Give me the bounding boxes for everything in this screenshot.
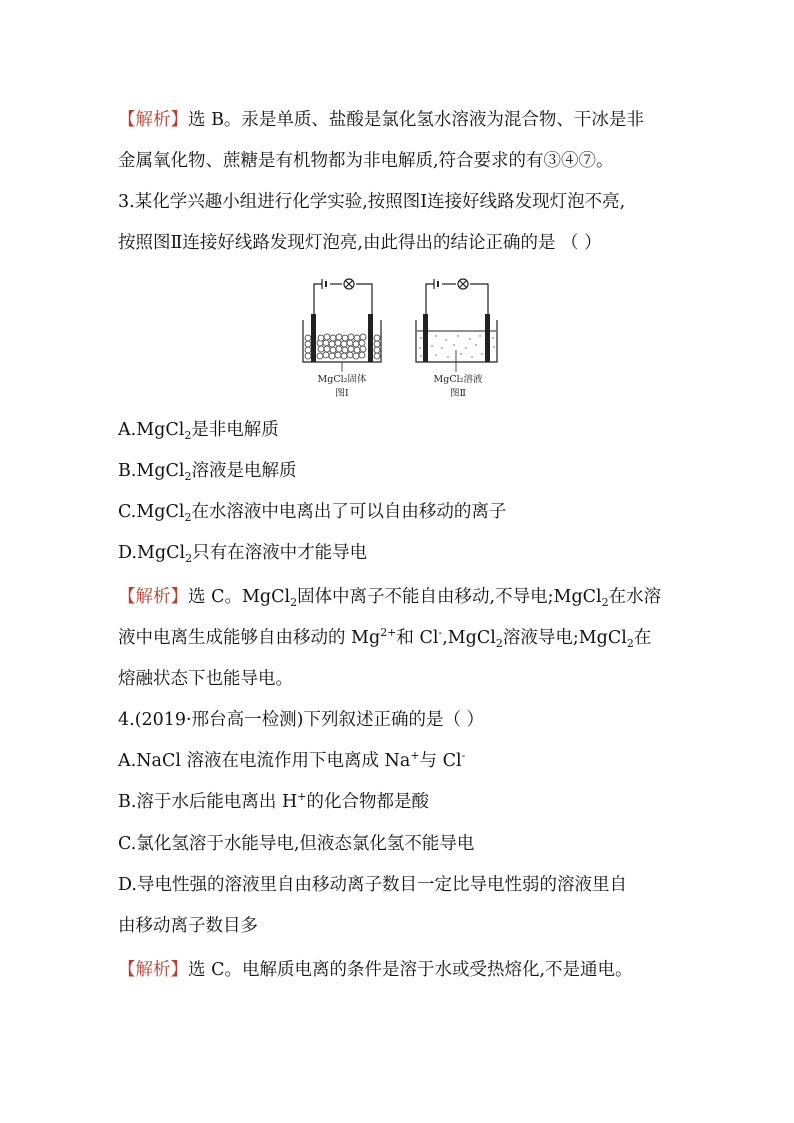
q3-analysis-line-2 (118, 626, 651, 652)
option-c-subscript: 2 (184, 511, 192, 524)
figure-right-electrode-2 (485, 314, 490, 362)
superscript: - (461, 749, 466, 762)
q3-analysis-text: ,MgCl (442, 628, 496, 648)
option-d-subscript: 2 (185, 552, 193, 565)
q4-stem-text: 4.(2019·邢台高一检测)下列叙述正确的是（ ） (118, 710, 485, 730)
figure-left-electrode-1 (311, 314, 316, 362)
q4-option-d-line-2 (118, 914, 258, 938)
option-a-text: 是非电解质 (191, 420, 279, 440)
q4-option-c (118, 832, 474, 856)
q3-analysis-text: 溶液导电;MgCl (502, 628, 627, 648)
superscript: + (297, 790, 307, 803)
option-d-text: D.导电性强的溶液里自由移动离子数目一定比导电性弱的溶液里自 (118, 875, 627, 895)
q3-option-b (118, 459, 297, 485)
subscript: 2 (626, 637, 634, 650)
option-b-prefix: B.MgCl (118, 461, 185, 481)
q3-analysis-text: 液中电离生成能够自由移动的 Mg (118, 628, 381, 648)
q3-stem-line-1 (118, 190, 625, 214)
q4-option-b (118, 790, 429, 816)
q3-analysis-line-1 (118, 585, 661, 611)
option-d-text: 只有在溶液中才能导电 (192, 543, 368, 563)
subscript: 2 (290, 596, 298, 609)
figure-right-electrode-1 (423, 314, 428, 362)
subscript: 2 (495, 637, 503, 650)
superscript: 2+ (380, 626, 397, 639)
analysis-tag: 【解析】 (118, 587, 188, 607)
option-a-text: A.NaCl 溶液在电流作用下电离成 Na (118, 751, 411, 771)
q3-analysis-text: 和 Cl (396, 628, 439, 648)
figure-right-caption: 图Ⅱ (450, 388, 466, 399)
figure-right-label: MgCl₂溶液 (433, 374, 483, 385)
q3-analysis-text: 熔融状态下也能导电。 (118, 669, 293, 689)
q3-analysis-text: 在 (633, 628, 652, 648)
q3-stem-line-2 (118, 231, 602, 255)
option-b-subscript: 2 (184, 470, 192, 483)
option-a-text: 与 Cl (419, 751, 462, 771)
q3-stem-text-2: 按照图Ⅱ连接好线路发现灯泡亮,由此得出的结论正确的是 （ ） (118, 233, 602, 253)
q3-option-a (118, 418, 279, 444)
figure-left-caption: 图Ⅰ (335, 388, 349, 399)
option-c-prefix: C.MgCl (118, 502, 185, 522)
q4-analysis (118, 958, 633, 982)
analysis-tag: 【解析】 (118, 960, 188, 980)
superscript: - (438, 626, 443, 639)
figure-left-label: MgCl₂固体 (317, 374, 367, 385)
q4-analysis-text: 选 C。电解质电离的条件是溶于水或受热熔化,不是通电。 (188, 960, 633, 980)
option-b-text: 的化合物都是酸 (306, 792, 429, 812)
q3-analysis-text: 固体中离子不能自由移动,不导电;MgCl (297, 587, 602, 607)
figure-left-electrode-2 (368, 314, 373, 362)
q3-analysis-text: 在水溶 (608, 587, 662, 607)
figure-right-solution (419, 335, 494, 357)
q3-option-c (118, 500, 506, 526)
q4-option-a (118, 749, 465, 775)
option-a-subscript: 2 (184, 429, 192, 442)
option-b-text: B.溶于水后能电离出 H (118, 792, 298, 812)
q2-analysis-line-1 (118, 108, 644, 132)
analysis-tag: 【解析】 (118, 110, 188, 130)
circuit-figure (286, 276, 516, 402)
option-d-text: 由移动离子数目多 (118, 916, 258, 936)
q2-analysis-text-1: 选 B。汞是单质、盐酸是氯化氢水溶液为混合物、干冰是非 (188, 110, 644, 130)
q4-option-d-line-1 (118, 873, 627, 897)
option-c-text: C.氯化氢溶于水能导电,但液态氯化氢不能导电 (118, 834, 475, 854)
q3-stem-text-1: 3.某化学兴趣小组进行化学实验,按照图Ⅰ连接好线路发现灯泡不亮, (118, 192, 626, 212)
q3-analysis-line-3 (118, 667, 293, 691)
q3-option-d (118, 541, 367, 567)
q2-analysis-text-2: 金属氧化物、蔗糖是有机物都为非电解质,符合要求的有③④⑦。 (118, 151, 614, 171)
q2-analysis-line-2 (118, 149, 614, 173)
option-c-text: 在水溶液中电离出了可以自由移动的离子 (191, 502, 507, 522)
option-b-text: 溶液是电解质 (191, 461, 297, 481)
q4-stem (118, 708, 484, 732)
superscript: + (410, 749, 420, 762)
option-a-prefix: A.MgCl (118, 420, 185, 440)
subscript: 2 (601, 596, 609, 609)
figure-right-circuit (416, 279, 497, 362)
q3-analysis-text: 选 C。MgCl (188, 587, 291, 607)
option-d-prefix: D.MgCl (118, 543, 186, 563)
